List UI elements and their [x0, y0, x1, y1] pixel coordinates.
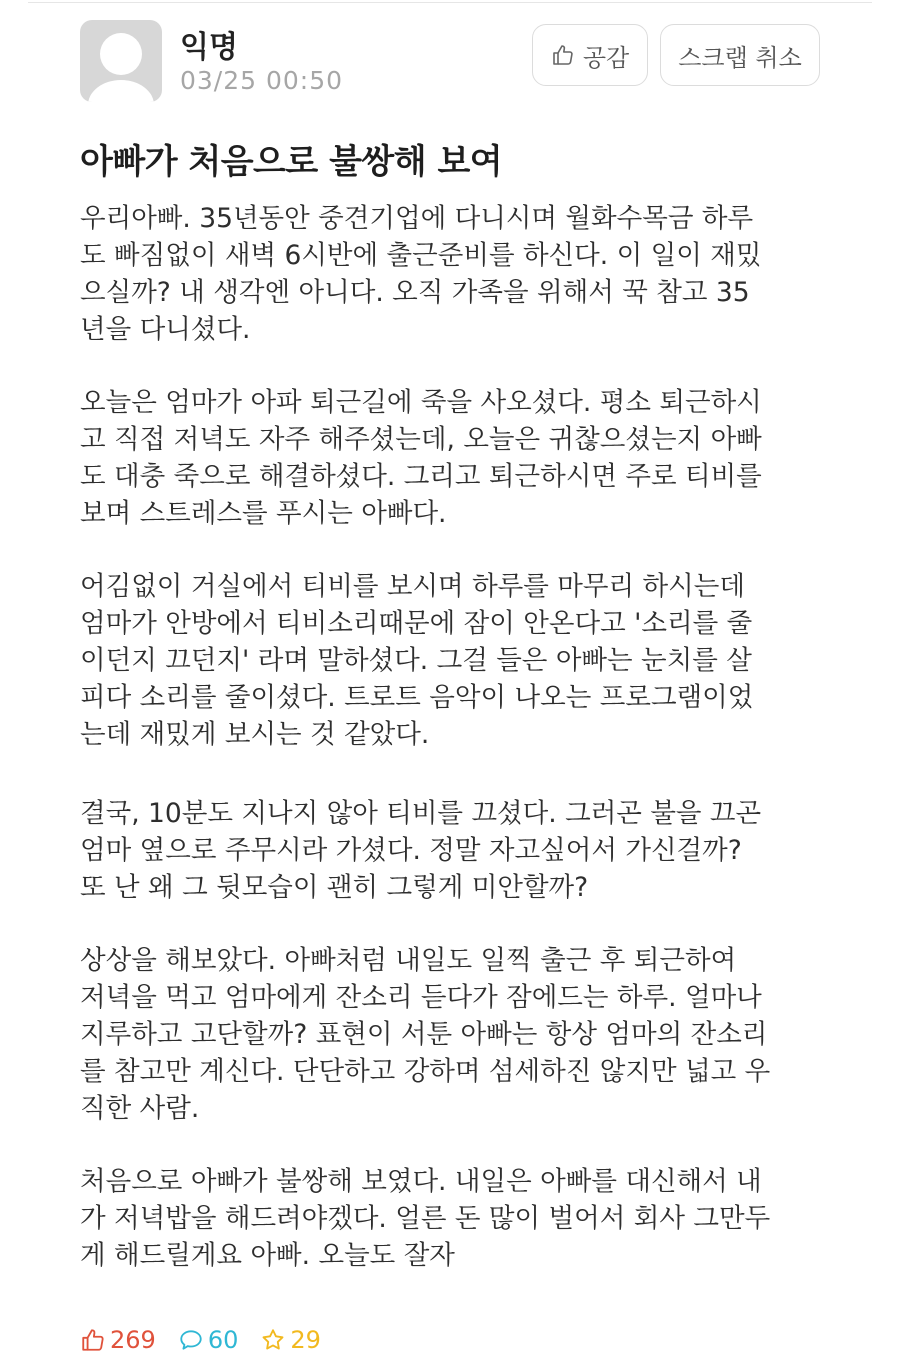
- star-icon: [260, 1327, 286, 1353]
- text-line: 보며 스트레스를 푸시는 아빠다.: [80, 498, 447, 529]
- scrap-count-value: 29: [290, 1326, 321, 1354]
- text-line: 저녁을 먹고 엄마에게 잔소리 듣다가 잠에드는 하루. 얼마나: [80, 982, 762, 1013]
- like-button-label: 공감: [582, 43, 630, 72]
- thumbs-up-icon: [80, 1327, 106, 1353]
- text-line: 를 참고만 계신다. 단단하고 강하며 섬세하진 않지만 넓고 우: [80, 1056, 771, 1087]
- text-line: 처음으로 아빠가 불쌍해 보였다. 내일은 아빠를 대신해서 내: [80, 1166, 762, 1197]
- text-line: 으실까? 내 생각엔 아니다. 오직 가족을 위해서 꾹 참고 35: [80, 277, 750, 308]
- text-line: 는데 재밌게 보시는 것 같았다.: [80, 719, 430, 750]
- post-stats: [80, 1320, 343, 1360]
- text-line: 피다 소리를 줄이셨다. 트로트 음악이 나오는 프로그램이었: [80, 682, 754, 713]
- text-line: 어김없이 거실에서 티비를 보시며 하루를 마무리 하시는데: [80, 571, 745, 602]
- author-name: 익명: [180, 30, 238, 65]
- text-line: 엄마가 안방에서 티비소리때문에 잠이 안온다고 '소리를 줄: [80, 608, 753, 639]
- text-line: 오늘은 엄마가 아파 퇴근길에 죽을 사오셨다. 평소 퇴근하시: [80, 387, 762, 418]
- text-line: 가 저녁밥을 해드려야겠다. 얼른 돈 많이 벌어서 회사 그만두: [80, 1203, 771, 1234]
- post-header: [80, 18, 820, 108]
- scrap-cancel-button[interactable]: [660, 24, 820, 86]
- like-count-value: 269: [110, 1326, 156, 1354]
- like-count: [80, 1326, 156, 1354]
- text-line: 지루하고 고단할까? 표현이 서툰 아빠는 항상 엄마의 잔소리: [80, 1019, 768, 1050]
- comment-count-value: 60: [207, 1326, 239, 1354]
- text-line: 게 해드릴게요 아빠. 오늘도 잘자: [80, 1240, 455, 1271]
- avatar: [80, 20, 162, 102]
- text-line: 또 난 왜 그 뒷모습이 괜히 그렇게 미안할까?: [80, 872, 589, 903]
- paragraph-2: [80, 384, 840, 532]
- text-line: 우리아빠. 35년동안 중견기업에 다니시며 월화수목금 하루: [80, 203, 754, 234]
- text-line: 이던지 끄던지' 라며 말하셨다. 그걸 들은 아빠는 눈치를 살: [80, 645, 752, 676]
- comment-count: [178, 1326, 239, 1354]
- text-line: 도 대충 죽으로 해결하셨다. 그리고 퇴근하시면 주로 티비를: [80, 461, 762, 492]
- post-body: [80, 200, 840, 1310]
- paragraph-5: [80, 942, 840, 1127]
- text-line: 상상을 해보았다. 아빠처럼 내일도 일찍 출근 후 퇴근하여: [80, 945, 737, 976]
- thumbs-up-icon: [551, 43, 575, 67]
- paragraph-1: [80, 200, 840, 348]
- text-line: 년을 다니셨다.: [80, 314, 251, 345]
- post-title: 아빠가 처음으로 불쌍해 보여: [80, 142, 503, 182]
- top-divider: [28, 2, 872, 3]
- paragraph-3: [80, 568, 840, 753]
- scrap-cancel-button-label: 스크랩 취소: [678, 43, 802, 72]
- text-line: 엄마 옆으로 주무시라 가셨다. 정말 자고싶어서 가신걸까?: [80, 835, 742, 866]
- speech-bubble-icon: [178, 1327, 204, 1353]
- paragraph-4: [80, 795, 840, 906]
- like-button[interactable]: [532, 24, 648, 86]
- scrap-count: [260, 1326, 321, 1354]
- paragraph-6: [80, 1163, 840, 1274]
- post-date: 03/25 00:50: [180, 66, 344, 95]
- text-line: 고 직접 저녁도 자주 해주셨는데, 오늘은 귀찮으셨는지 아빠: [80, 424, 762, 455]
- text-line: 직한 사람.: [80, 1093, 200, 1124]
- text-line: 결국, 10분도 지나지 않아 티비를 끄셨다. 그러곤 불을 끄곤: [80, 798, 762, 829]
- text-line: 도 빠짐없이 새벽 6시반에 출근준비를 하신다. 이 일이 재밌: [80, 240, 762, 271]
